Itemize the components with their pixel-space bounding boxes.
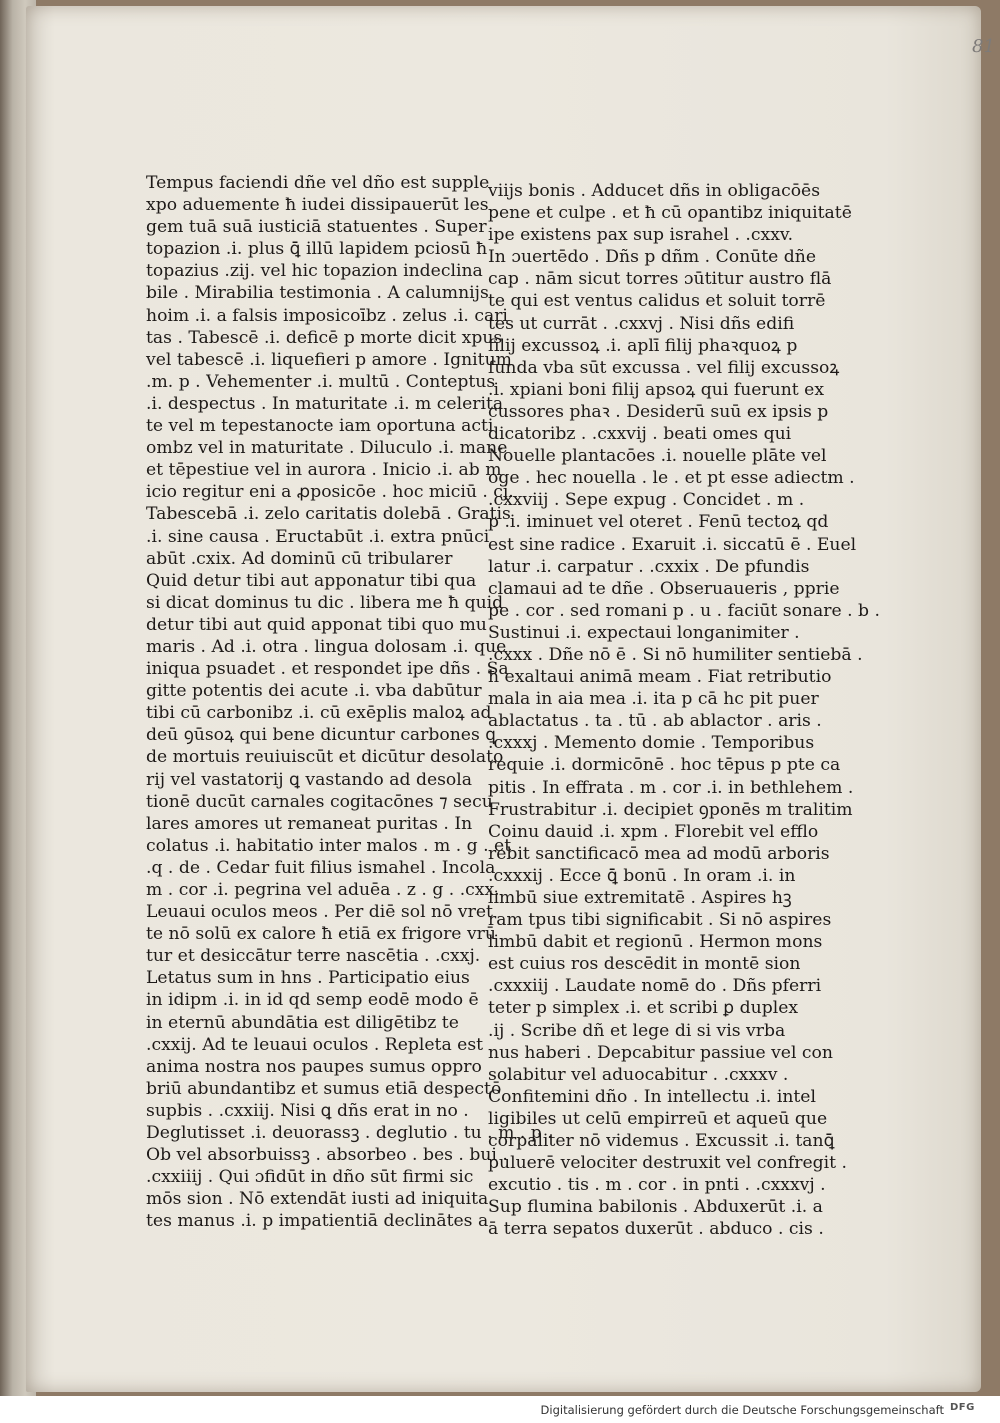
text-line: ombz vel in maturitate . Diluculo .i. mane <box>146 438 508 459</box>
text-line: Sustinui .i. expectaui longanimiter . <box>488 622 800 643</box>
text-line: pitis . In effrata . m . cor .i. in bethlehem . <box>488 777 854 798</box>
text-line: .cxxxj . Memento domie . Temporibus <box>488 733 815 754</box>
text-line: lares amores ut remaneat puritas . In <box>146 813 473 834</box>
text-line: gem tuā suā iusticiā statuentes . Super <box>146 217 487 238</box>
text-line: bile . Mirabilia testimonia . A calumnijs <box>146 283 489 304</box>
text-line: dicatoribz . .cxxvij . beati omes qui <box>488 424 792 445</box>
text-line: Tabescebā .i. zelo caritatis dolebā . Gratis <box>146 504 511 525</box>
text-line: mala in aia mea .i. ita p cā hc pit puer <box>488 689 819 710</box>
text-line: in idipm .i. in id qd semp eodē modo ē <box>146 990 479 1011</box>
text-line: oge . hec nouella . le . et pt esse adiectm . <box>488 468 855 489</box>
text-line: limbū siue extremitatē . Aspires hꝫ <box>488 888 792 908</box>
text-line: .cxxxij . Ecce ꝗ̄ bonū . In oram .i. in <box>488 865 796 886</box>
text-line: te nō solū ex calore ħ etiā ex frigore vrū <box>146 924 496 945</box>
text-line: .m. p . Vehementer .i. multū . Conteptus <box>146 371 496 392</box>
text-line: abūt .cxix. Ad dominū cū tribularer <box>146 548 453 569</box>
text-line: ablactatus . ta . tū . ab ablactor . aris . <box>488 711 822 732</box>
text-line: ram tpus tibi significabit . Si nō aspires <box>488 910 832 931</box>
text-line: Tempus faciendi dñe vel dño est supple <box>146 173 490 193</box>
text-line: cap . nām sicut torres ɔūtitur austro flā <box>488 269 832 290</box>
text-line: tibi cū carbonibz .i. cū exēplis maloꝝ ad <box>146 703 492 724</box>
text-line: Quid detur tibi aut apponatur tibi qua <box>146 570 477 591</box>
text-line: pe . cor . sed romani p . u . faciūt sonare . b . <box>488 600 880 621</box>
text-line: topazion .i. plus ꝗ̄ illū lapidem pciosū ħ <box>146 239 488 260</box>
text-line: .q . de . Cedar fuit filius ismahel . Incola <box>146 857 496 878</box>
text-line: est cuius ros descēdit in montē sion <box>488 954 801 975</box>
text-line: si dicat dominus tu dic . libera me ħ quid <box>146 592 504 613</box>
text-line: rij vel vastatorij ꝗ vastando ad desola <box>146 769 473 790</box>
right-text-column <box>488 180 880 1241</box>
text-line: Sup flumina babilonis . Abduxerūt .i. a <box>488 1197 823 1218</box>
text-line: gitte potentis dei acute .i. vba dabūtur <box>146 681 482 702</box>
text-line: maris . Ad .i. otra . lingua dolosam .i. que <box>146 636 507 657</box>
text-line: limbū dabit et regionū . Hermon mons <box>488 932 823 953</box>
text-line: Ob vel absorbuissꝫ . absorbeo . bes . bui . <box>146 1145 508 1166</box>
dfg-logo: DFG <box>950 1402 975 1413</box>
text-line: iniqua psuadet . et respondet ipe dñs . Sa <box>146 659 509 680</box>
text-line: te qui est ventus calidus et soluit torrē <box>488 291 826 312</box>
text-line: p .i. iminuet vel oteret . Fenū tectoꝝ qd <box>488 512 829 533</box>
text-line: supbis . .cxxiij. Nisi ꝗ dñs erat in no . <box>146 1100 469 1121</box>
text-line: pene et culpe . et ħ cū opantibz iniquitatē <box>488 203 852 224</box>
text-line: rebit sanctificacō mea ad modū arboris <box>488 843 830 864</box>
text-line: latur .i. carpatur . .cxxix . De pfundis <box>488 556 810 577</box>
text-line: .i. xpiani boni filij apsoꝝ qui fuerunt ex <box>488 379 825 400</box>
text-line: briū abundantibz et sumus etiā despectō <box>146 1078 502 1099</box>
text-line: Deglutisset .i. deuorassꝫ . deglutio . tu . m . p . <box>146 1123 553 1144</box>
text-line: Letatus sum in hns . Participatio eius <box>146 968 470 989</box>
text-line: deū ꝯūsoꝝ qui bene dicuntur carbones ꝗ <box>146 725 496 746</box>
text-line: Nouelle plantacōes .i. nouelle plāte vel <box>488 446 827 467</box>
text-line: Confitemini dño . In intellectu .i. intel <box>488 1086 816 1107</box>
text-line: mōs sion . Nō extendāt iusti ad iniquita <box>146 1189 489 1210</box>
text-line: teter p simplex .i. et scribi ꝑ duplex <box>488 998 799 1019</box>
text-line: topazius .zij. vel hic topazion indeclina <box>146 261 483 282</box>
text-line: ā terra sepatos duxerūt . abduco . cis . <box>488 1219 824 1240</box>
text-line: requie .i. dormicōnē . hoc tēpus p pte ca <box>488 755 841 776</box>
text-line: funda vba sūt excussa . vel filij excussoꝝ <box>488 357 840 378</box>
text-line: nus haberi . Depcabitur passiue vel con <box>488 1042 833 1063</box>
text-line: .cxxxiij . Laudate nomē do . Dñs pferri <box>488 976 822 997</box>
folio-number: 81 <box>972 36 995 57</box>
text-line: te vel m tepestanocte iam oportuna acti <box>146 416 494 437</box>
text-line: .cxxx . Dñe nō ē . Si nō humiliter sentiebā . <box>488 644 863 665</box>
text-line: .i. despectus . In maturitate .i. m celerita <box>146 393 504 414</box>
text-line: xpo aduemente ħ iudei dissipauerūt les <box>146 195 489 216</box>
text-line: cussores phaꝛ . Desiderū suū ex ipsis p <box>488 401 829 422</box>
text-line: .cxxij. Ad te leuaui oculos . Repleta est <box>146 1034 484 1055</box>
text-line: anima nostra nos paupes sumus oppro <box>146 1056 482 1077</box>
text-line: m . cor .i. pegrina vel aduēa . z . g . .cxx. <box>146 880 500 900</box>
text-line: colatus .i. habitatio inter malos . m . g . et <box>146 835 512 856</box>
text-line: tionē ducūt carnales cogitacōnes ⁊ secu <box>146 791 493 812</box>
text-line: tes ut currāt . .cxxvj . Nisi dñs edifi <box>488 313 795 334</box>
funding-notice: Digitalisierung gefördert durch die Deutsche Forschungsgemeinschaft <box>540 1403 944 1417</box>
text-line: in eternū abundātia est diligētibz te <box>146 1012 459 1033</box>
text-line: vel tabescē .i. liquefieri p amore . Ignitum <box>146 349 512 370</box>
text-line: et tēpestiue vel in aurora . Inicio .i. ab m <box>146 460 502 481</box>
text-line: corpaliter nō videmus . Excussit .i. tanꝗ̄ <box>488 1131 835 1152</box>
text-line: tes manus .i. p impatientiā declinātes a <box>146 1211 489 1232</box>
text-line: Leuaui oculos meos . Per diē sol nō vret <box>146 902 493 923</box>
text-line: In ɔuertēdo . Dñs p dñm . Conūte dñe <box>488 247 817 268</box>
text-line: excutio . tis . m . cor . in pnti . .cxxxvj . <box>488 1175 826 1196</box>
text-line: Frustrabitur .i. decipiet ꝯponēs m tralitim <box>488 799 853 820</box>
text-line: filij excussoꝝ .i. aplī filij phaꝛquoꝝ p <box>488 335 798 356</box>
text-line: de mortuis reuiuiscūt et dicūtur desolato <box>146 747 504 768</box>
text-line: icio regitur eni a ꝓposicōe . hoc miciū . cj. <box>146 482 514 503</box>
text-line: .ij . Scribe dñ et lege di si vis vrba <box>488 1020 786 1041</box>
text-line: .cxxviij . Sepe expug . Concidet . m . <box>488 490 805 511</box>
text-line: solabitur vel aduocabitur . .cxxxv . <box>488 1064 789 1085</box>
text-line: ħ exaltaui animā meam . Fiat retributio <box>488 667 832 688</box>
text-line: tur et desiccātur terre nascētia . .cxxj. <box>146 946 481 967</box>
text-line: puluerē velociter destruxit vel confregit . <box>488 1153 847 1174</box>
text-line: tas . Tabescē .i. deficē p morte dicit xpus <box>146 327 503 348</box>
text-line: .cxxiiij . Qui ɔfidūt in dño sūt firmi sic <box>146 1167 474 1188</box>
text-line: viijs bonis . Adducet dñs in obligacōēs <box>488 181 821 201</box>
footer-bar <box>0 1396 1000 1423</box>
text-line: ligibiles ut celū empirreū et aqueū que <box>488 1108 828 1129</box>
text-line: Coinu dauid .i. xpm . Florebit vel efflo <box>488 821 819 842</box>
text-line: clamaui ad te dñe . Obseruaueris , pprie <box>488 578 840 599</box>
text-line: hoim .i. a falsis imposicoībz . zelus .i. cari <box>146 305 508 326</box>
text-line: detur tibi aut quid apponat tibi quo mu <box>146 614 487 635</box>
text-line: est sine radice . Exaruit .i. siccatū ē . Euel <box>488 534 857 555</box>
text-line: .i. sine causa . Eructabūt .i. extra pnūci <box>146 526 490 547</box>
text-line: ipe existens pax sup israhel . .cxxv. <box>488 225 794 246</box>
